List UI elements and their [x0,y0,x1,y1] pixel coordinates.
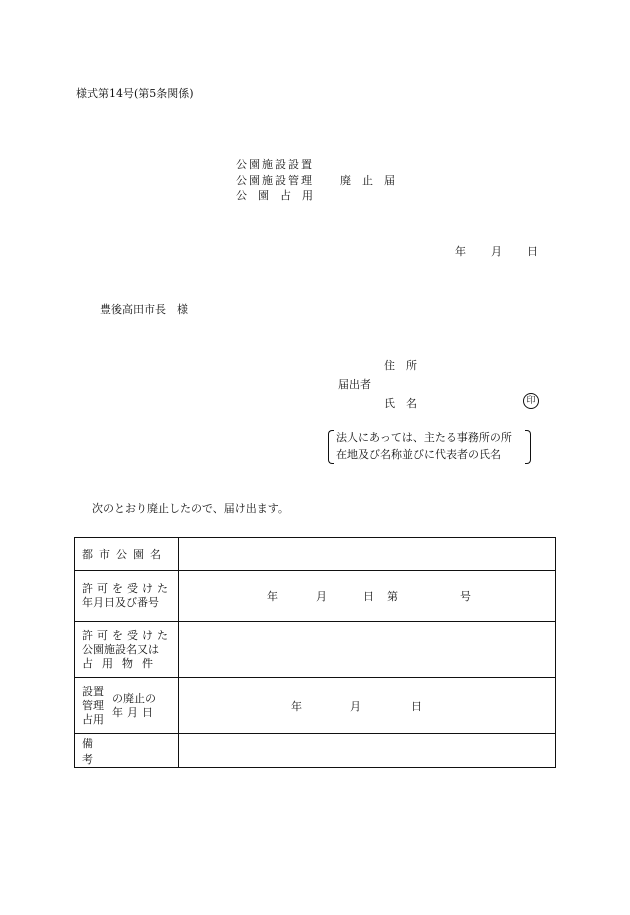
abolition-type-list [82,685,112,727]
table-row-abolition-date [75,678,556,734]
abolition-date-line1: の廃止の [112,691,156,705]
submission-date [455,243,538,259]
notification-table [74,537,556,768]
facility-field[interactable] [179,622,556,678]
corporate-note-line1: 法人にあっては、主たる事務所の所 [336,431,512,444]
remarks-field[interactable] [179,734,556,768]
abolition-type-manage: 管理 [82,698,104,712]
facility-label-line2: 公園施設名又は [82,642,159,656]
title-line-occupy: 公 園 占 用 [236,189,313,202]
permit-label-line2: 年月日及び番号 [82,596,159,609]
park-name-label [75,538,179,571]
permit-year: 年 [267,590,278,603]
abolition-date-field[interactable] [179,678,556,734]
permit-month: 月 [316,590,327,603]
name-label: 氏 名 [384,397,417,410]
permit-go: 号 [460,590,471,603]
date-year: 年 [455,245,466,258]
park-name-label-text: 都市公園名 [82,548,167,561]
table-row-facility [75,622,556,678]
permit-field[interactable] [179,571,556,622]
applicant-label: 届出者 [338,378,371,391]
abolition-date-line2: 年月日 [112,705,157,719]
seal-mark: 印 [523,393,539,409]
remarks-label [75,734,179,768]
intro-text: 次のとおり廃止したので、届け出ます。 [92,502,289,515]
park-name-field[interactable] [179,538,556,571]
table-row-permit [75,571,556,622]
address-label: 住 所 [384,359,417,372]
abolition-date-text [112,692,157,720]
table-row-remarks [75,734,556,768]
permit-day: 日 [363,590,374,603]
facility-label-line1: 許可を受けた [82,628,172,642]
facility-label [75,622,179,678]
permit-label [75,571,179,622]
title-line-manage: 公園施設管理 [236,173,314,187]
title-abolition: 廃 止 届 [340,173,395,187]
form-number: 様式第14号(第5条関係) [76,87,194,100]
title-line-install: 公園施設設置 [236,158,314,171]
table-row-park-name [75,538,556,571]
remarks-label-text: 備考 [82,736,155,766]
abolition-month: 月 [350,699,361,713]
abolition-day: 日 [411,699,422,713]
form-title [236,157,395,204]
corporate-note [336,429,536,463]
bracket-left [328,430,334,464]
abolition-type-install: 設置 [82,684,104,698]
abolition-year: 年 [291,699,302,713]
abolition-type-occupy: 占用 [82,712,104,726]
date-day: 日 [527,245,538,258]
abolition-date-label [75,678,179,734]
date-month: 月 [491,245,502,258]
corporate-note-line2: 在地及び名称並びに代表者の氏名 [336,448,501,461]
permit-label-line1: 許可を受けた [82,582,172,595]
permit-dai: 第 [387,590,398,603]
facility-label-line3: 占用物件 [82,656,162,670]
addressee: 豊後高田市長 様 [100,303,188,316]
